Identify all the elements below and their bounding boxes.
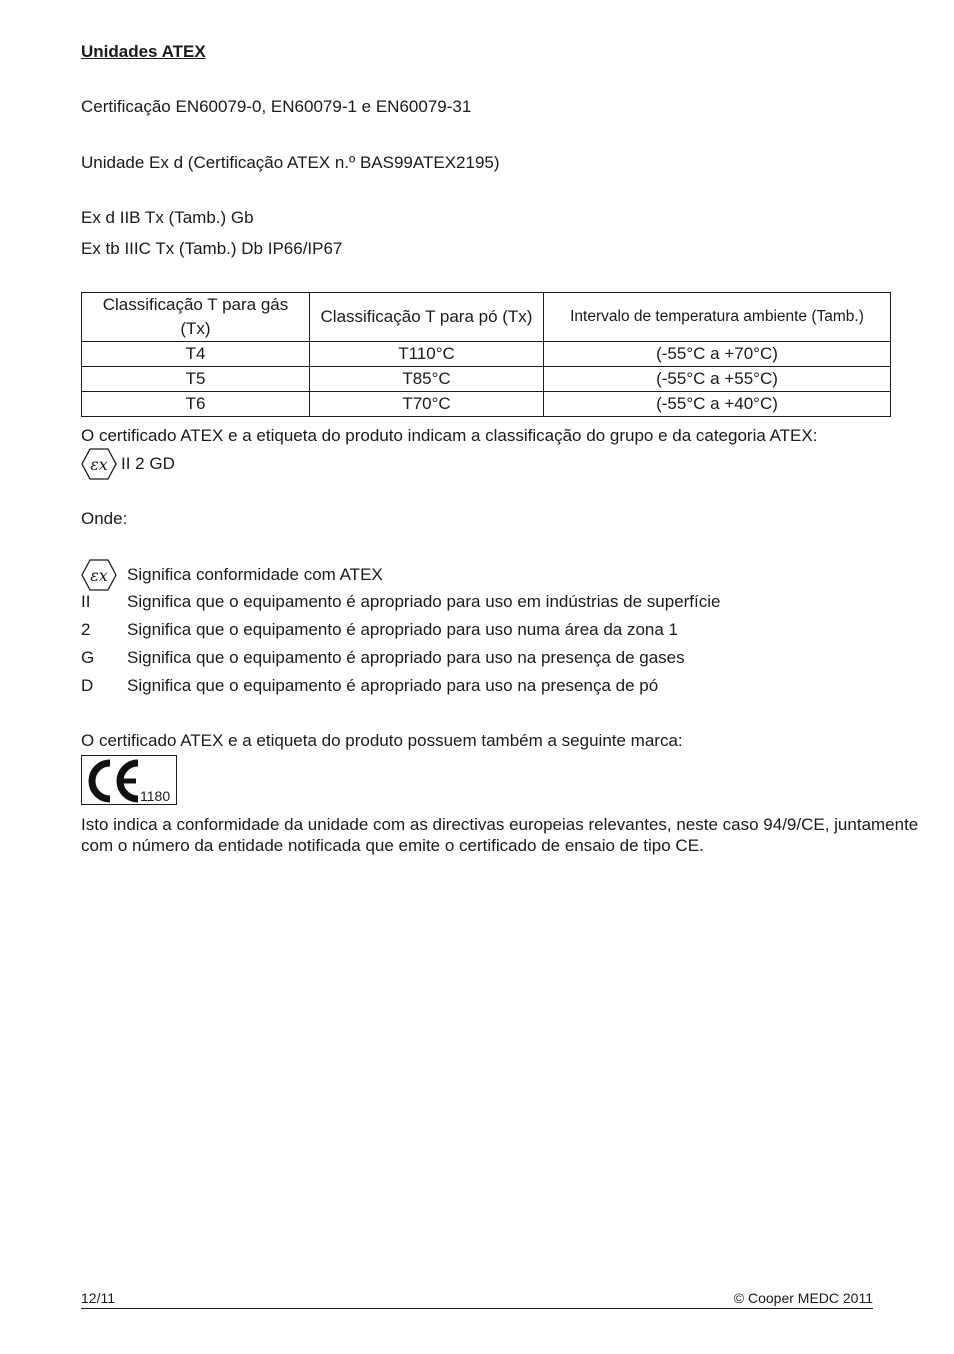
- group-intro: O certificado ATEX e a etiqueta do produto indicam a classificação do grupo e da categoria ATEX:: [81, 426, 818, 445]
- definition-text: Significa que o equipamento é apropriado para uso na presença de pó: [127, 676, 659, 695]
- table-cell: (-55°C a +70°C): [544, 342, 891, 367]
- table-header-cell: Classificação T para pó (Tx): [310, 293, 544, 342]
- page-heading: Unidades ATEX: [81, 42, 206, 61]
- definition-row: [81, 590, 720, 614]
- table-row: [82, 342, 891, 367]
- table-header-cell: Classificação T para gás (Tx): [82, 293, 310, 342]
- ex-hexagon-icon: [81, 558, 127, 592]
- where-label: Onde:: [81, 509, 128, 528]
- table-cell: T70°C: [310, 392, 544, 417]
- marking-dust: Ex tb IIIC Tx (Tamb.) Db IP66/IP67: [81, 239, 343, 258]
- definition-text: Significa conformidade com ATEX: [127, 565, 383, 584]
- definition-row: [81, 646, 685, 670]
- certification-line: Certificação EN60079-0, EN60079-1 e EN60079-31: [81, 97, 472, 116]
- definition-text: Significa que o equipamento é apropriado para uso em indústrias de superfície: [127, 592, 721, 611]
- definition-ex-row: [81, 558, 383, 592]
- ce-explanation: Isto indica a conformidade da unidade com as directivas europeias relevantes, neste caso 94/9/CE, juntamente com o número da entidade notificada que emite o certificado de ensaio de tipo CE.: [81, 815, 919, 855]
- definition-key: D: [81, 676, 94, 695]
- table-row: [82, 367, 891, 392]
- definition-row: [81, 674, 658, 698]
- marking-gas: Ex d IIB Tx (Tamb.) Gb: [81, 208, 254, 227]
- table-header-cell: Intervalo de temperatura ambiente (Tamb.): [544, 293, 891, 342]
- definition-text: Significa que o equipamento é apropriado para uso na presença de gases: [127, 648, 685, 667]
- table-row: [82, 392, 891, 417]
- table-cell: T6: [82, 392, 310, 417]
- ex-hexagon-icon: [81, 447, 117, 481]
- table-header-row: [82, 293, 891, 342]
- table-cell: T5: [82, 367, 310, 392]
- unit-line: Unidade Ex d (Certificação ATEX n.º BAS99ATEX2195): [81, 153, 500, 172]
- table-cell: T110°C: [310, 342, 544, 367]
- table-cell: T4: [82, 342, 310, 367]
- table-cell: T85°C: [310, 367, 544, 392]
- footer-copyright: © Cooper MEDC 2011: [733, 1290, 873, 1306]
- group-code-row: [81, 447, 175, 481]
- definition-key: II: [81, 592, 91, 611]
- svg-text:εx: εx: [90, 566, 108, 585]
- footer-date: 12/11: [81, 1290, 115, 1306]
- definition-key: 2: [81, 620, 91, 639]
- ce-notified-body-number: 1180: [140, 788, 171, 804]
- definition-row: [81, 618, 678, 642]
- ce-intro: O certificado ATEX e a etiqueta do produto possuem também a seguinte marca:: [81, 731, 683, 750]
- ce-mark-icon: [81, 755, 177, 805]
- definition-text: Significa que o equipamento é apropriado para uso numa área da zona 1: [127, 620, 678, 639]
- temperature-table: [81, 292, 891, 417]
- group-code: II 2 GD: [121, 454, 175, 473]
- table-cell: (-55°C a +55°C): [544, 367, 891, 392]
- table-cell: (-55°C a +40°C): [544, 392, 891, 417]
- definition-key: G: [81, 648, 95, 667]
- footer-rule: [81, 1308, 873, 1309]
- svg-text:εx: εx: [90, 455, 108, 474]
